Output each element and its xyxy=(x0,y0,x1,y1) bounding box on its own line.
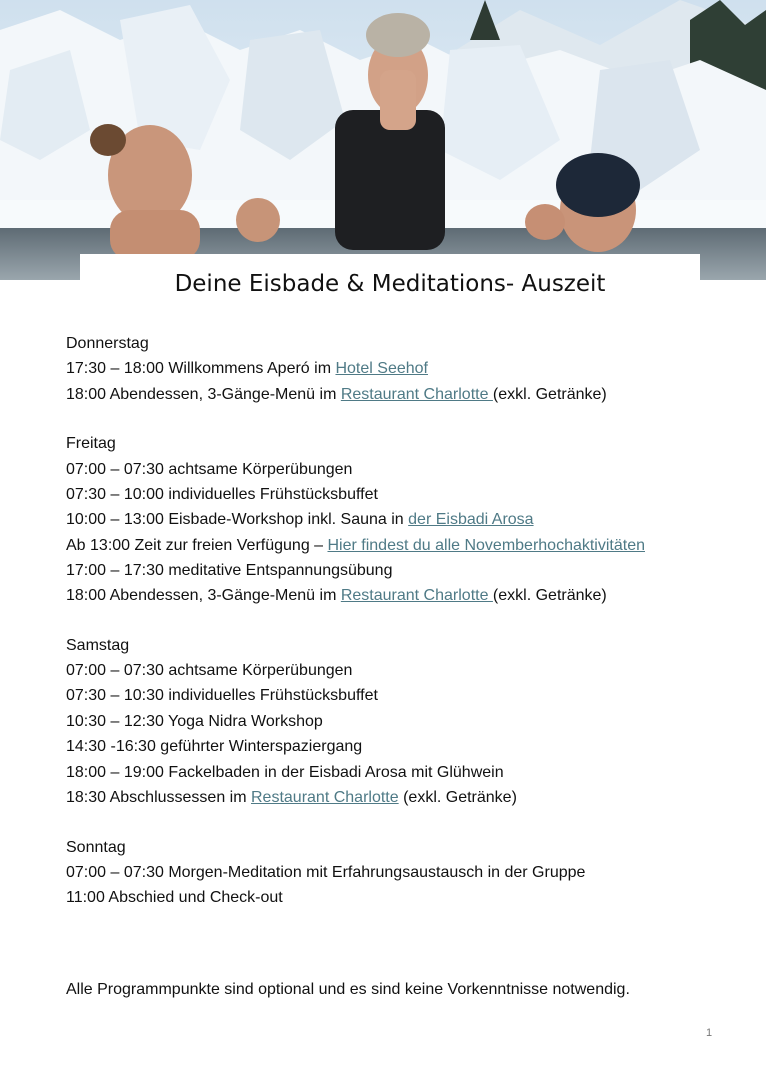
schedule-item xyxy=(66,760,706,785)
day-heading: Samstag xyxy=(66,636,130,654)
schedule-item-text: 17:00 – 17:30 meditative Entspannungsübung xyxy=(66,561,393,579)
schedule-item-text: 07:00 – 07:30 achtsame Körperübungen xyxy=(66,662,353,680)
schedule-item-text: 07:30 – 10:00 individuelles Frühstücksbuffet xyxy=(66,486,378,504)
schedule-item-suffix: (exkl. Getränke) xyxy=(492,385,607,403)
schedule-item-text: 18:00 – 19:00 Fackelbaden in der Eisbadi Arosa mit Glühwein xyxy=(66,763,504,781)
day-section xyxy=(66,633,706,811)
schedule-item xyxy=(66,860,706,885)
schedule-item xyxy=(66,709,706,734)
schedule-item xyxy=(66,683,706,708)
schedule-item xyxy=(66,482,706,507)
schedule-item xyxy=(66,536,706,554)
schedule-item-text: 10:30 – 12:30 Yoga Nidra Workshop xyxy=(66,712,323,730)
day-section xyxy=(66,431,706,608)
schedule-item xyxy=(66,658,706,683)
schedule-link[interactable]: Hier findest du alle Novemberhochaktivitäten xyxy=(327,536,645,554)
schedule-item xyxy=(66,885,706,910)
schedule-item xyxy=(66,382,706,407)
schedule-item xyxy=(66,583,706,608)
schedule-link[interactable]: der Eisbadi Arosa xyxy=(408,511,534,529)
schedule-item-text: 18:00 Abendessen, 3-Gänge-Menü im xyxy=(66,587,341,605)
schedule-item-text: 18:30 Abschlussessen im xyxy=(66,789,251,807)
schedule-item-text: 14:30 -16:30 geführter Winterspaziergang xyxy=(66,738,363,756)
schedule-item-text: 07:00 – 07:30 Morgen-Meditation mit Erfahrungsaustausch in der Gruppe xyxy=(66,863,586,881)
schedule-item-text: Ab 13:00 Zeit zur freien Verfügung – xyxy=(66,536,328,554)
schedule-item xyxy=(66,785,706,810)
schedule-item xyxy=(66,734,706,759)
schedule-item-text: 11:00 Abschied und Check-out xyxy=(66,889,283,907)
page-title: Deine Eisbade & Meditations- Auszeit xyxy=(174,271,606,297)
footer-note: Alle Programmpunkte sind optional und es sind keine Vorkenntnisse notwendig. xyxy=(66,981,630,998)
schedule-item-text: 18:00 Abendessen, 3-Gänge-Menü im xyxy=(66,385,341,403)
schedule-item xyxy=(66,558,706,583)
schedule-link[interactable]: Restaurant Charlotte xyxy=(340,587,493,605)
schedule-item-suffix: (exkl. Getränke) xyxy=(398,789,517,807)
day-heading: Freitag xyxy=(66,435,116,453)
schedule-item xyxy=(66,507,706,532)
schedule-link[interactable]: Restaurant Charlotte xyxy=(251,789,399,807)
schedule-item-text: 07:30 – 10:30 individuelles Frühstücksbuffet xyxy=(66,687,378,705)
page-number: 1 xyxy=(706,1027,713,1039)
schedule-item-text: 10:00 – 13:00 Eisbade-Workshop inkl. Sauna in xyxy=(66,511,409,529)
day-section xyxy=(66,331,706,407)
day-heading: Donnerstag xyxy=(66,335,149,352)
day-section xyxy=(66,835,706,911)
hero-illustration xyxy=(0,0,766,280)
schedule xyxy=(66,331,706,935)
schedule-item-text: 17:30 – 18:00 Willkommens Aperó im xyxy=(66,360,336,378)
schedule-item-suffix: (exkl. Getränke) xyxy=(492,587,607,605)
hero-photo xyxy=(0,0,766,280)
schedule-link[interactable]: Restaurant Charlotte xyxy=(340,385,493,403)
schedule-item-text: 07:00 – 07:30 achtsame Körperübungen xyxy=(66,460,353,478)
schedule-item xyxy=(66,356,706,381)
schedule-item xyxy=(66,457,706,482)
schedule-link[interactable]: Hotel Seehof xyxy=(335,360,428,378)
day-heading: Sonntag xyxy=(66,838,126,856)
